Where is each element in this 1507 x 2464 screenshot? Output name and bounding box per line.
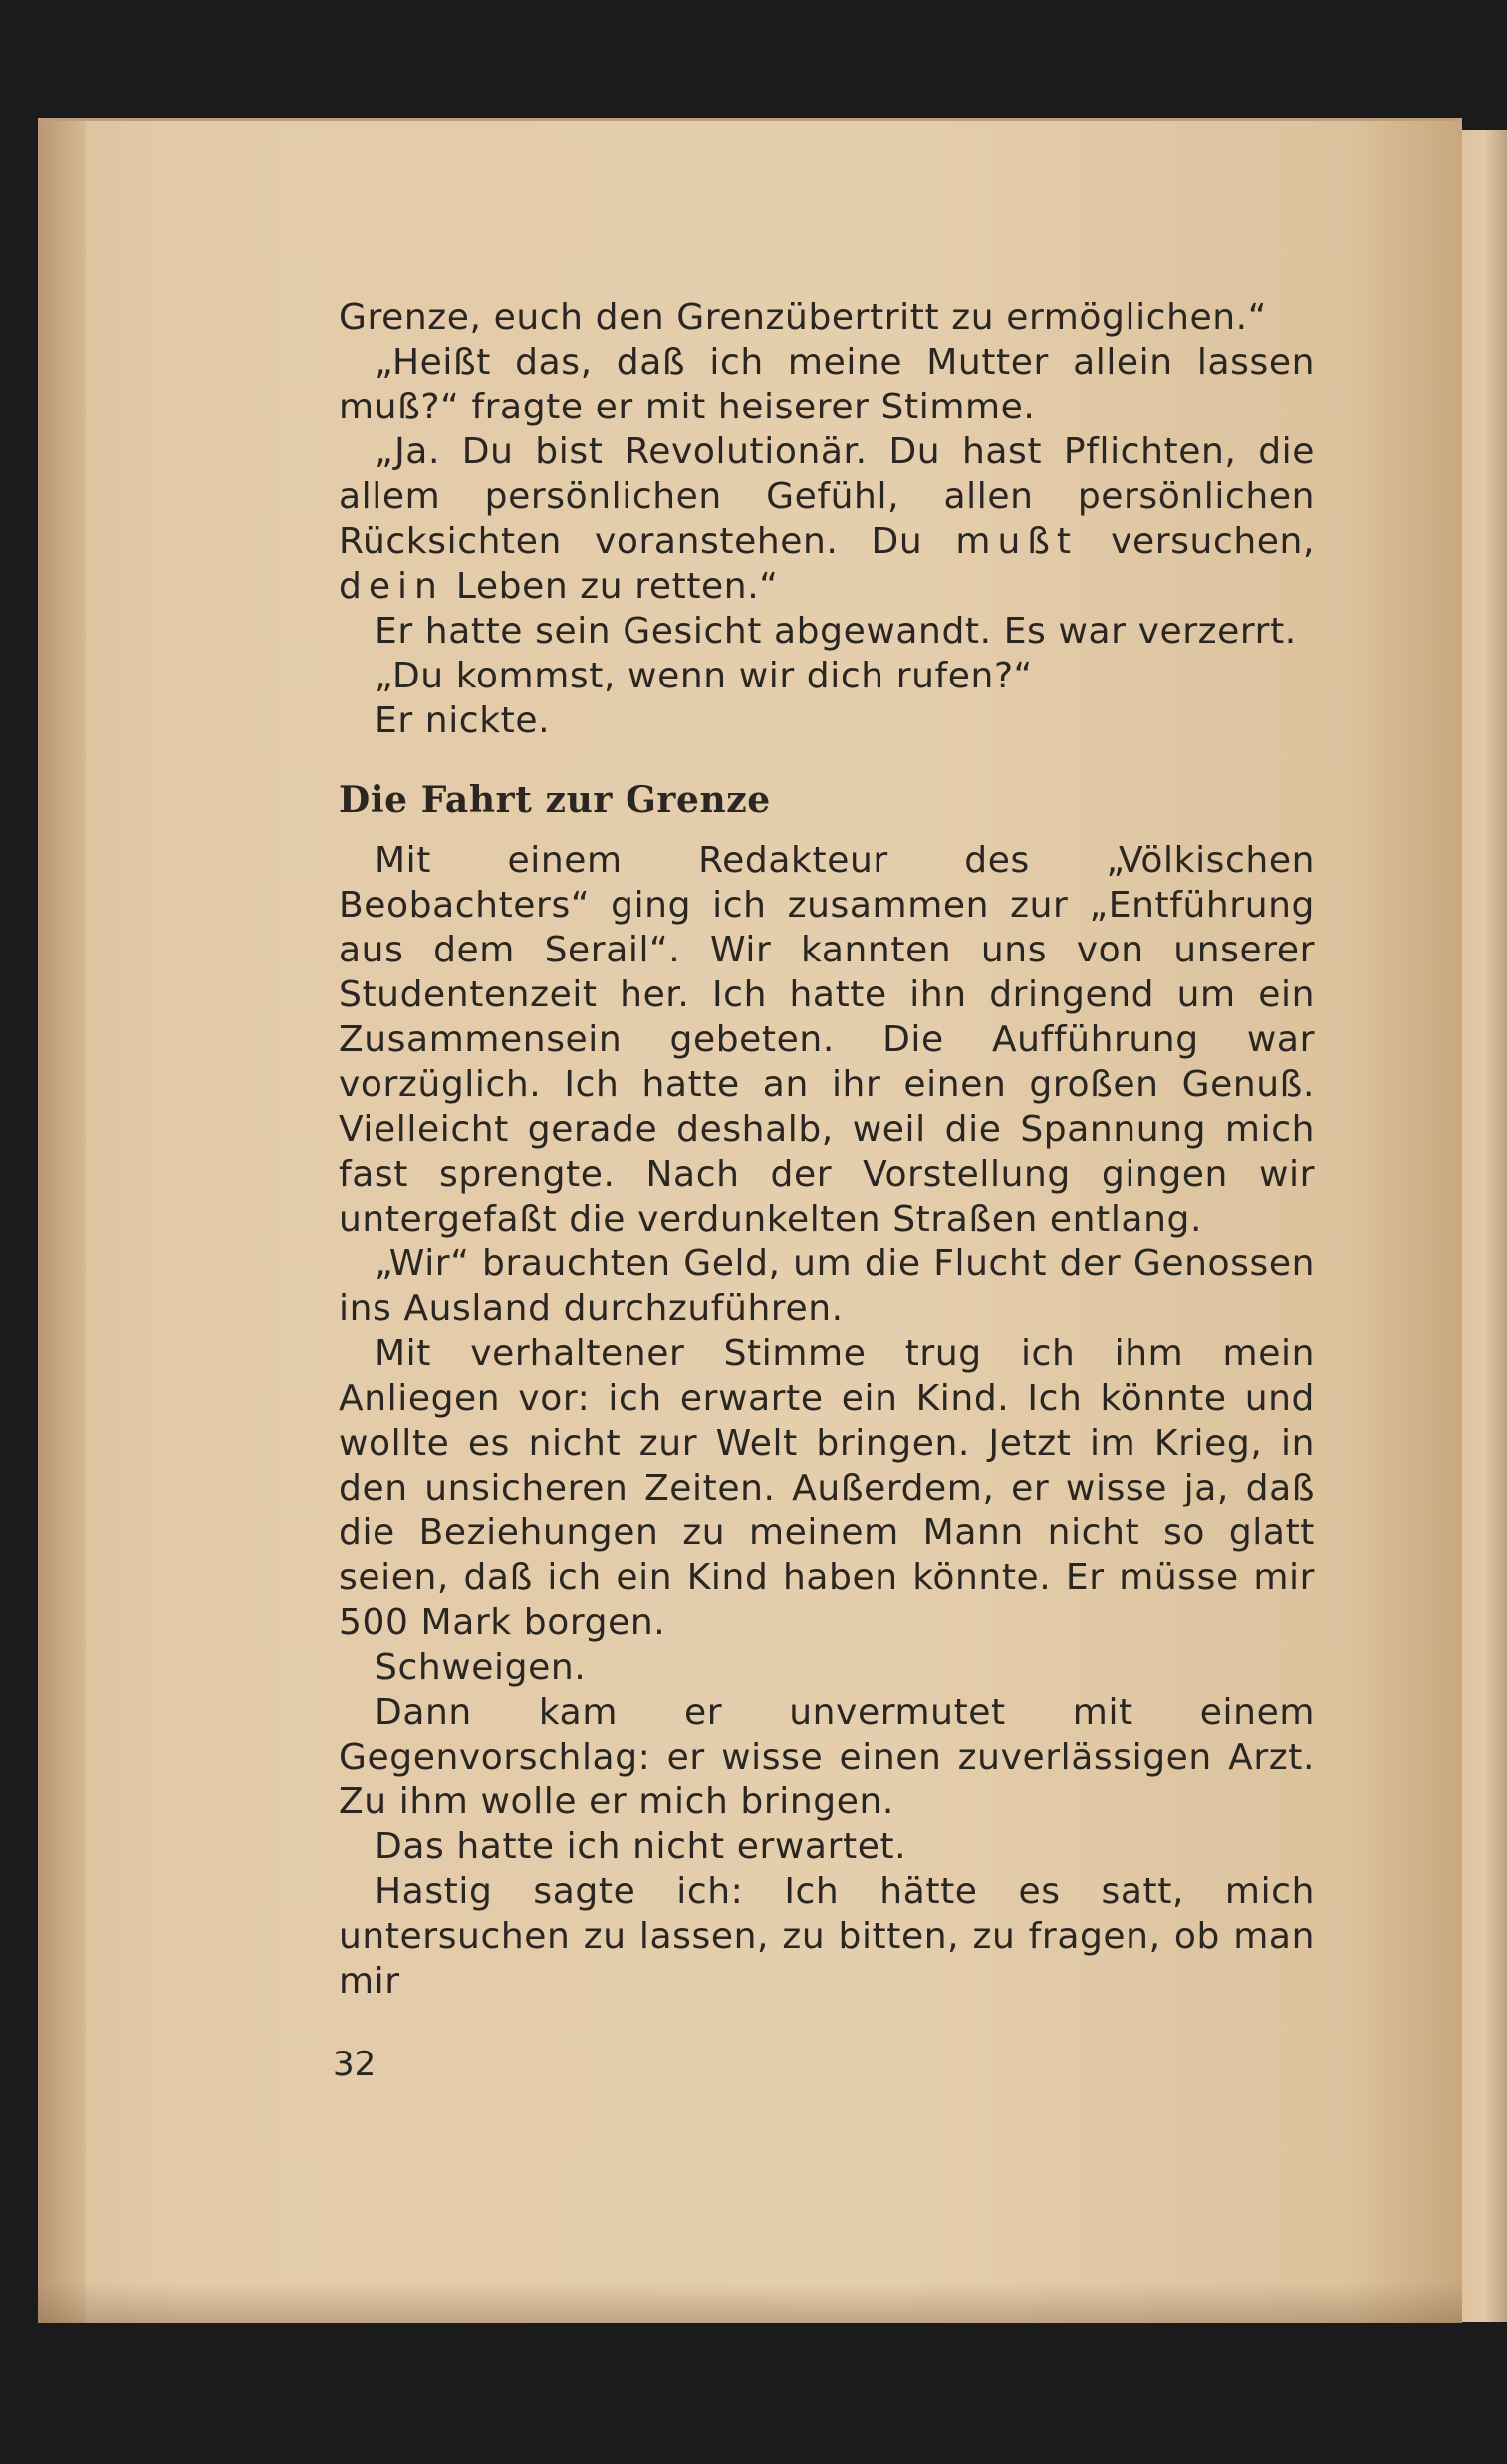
paragraph: Das hatte ich nicht erwartet. <box>375 1826 907 1867</box>
paragraph <box>339 429 1315 609</box>
paragraph: Grenze, euch den Grenzübertritt zu ermöglichen.“ <box>339 297 1267 338</box>
emphasized-word: mußt <box>955 521 1079 562</box>
paragraph-text: versuchen, <box>1078 521 1315 562</box>
paragraph: Er hatte sein Gesicht abgewandt. Es war verzerrt. <box>375 611 1297 652</box>
paragraph: „Heißt das, daß ich meine Mutter allein lassen muß?“ fragte er mit heiserer Stimme. <box>339 342 1315 427</box>
paragraph-text: „Ja. Du bist Revolutionär. Du hast Pflichten, die allem persönlichen Gefühl, allen persönlichen Rücksichten voranstehen. Du <box>339 431 1315 562</box>
paragraph: Mit verhaltener Stimme trug ich ihm mein Anliegen vor: ich erwarte ein Kind. Ich könnte und wollte es nicht zur Welt bringen. Jetzt im Krieg, in den unsicheren Zeiten. Außerdem, er wisse ja, daß die Beziehungen zu meinem Mann nicht so glatt seien, daß ich ein Kind haben könnte. Er müsse mir 500 Mark borgen. <box>339 1333 1315 1643</box>
paragraph: Er nickte. <box>375 700 551 741</box>
paragraph-text: Leben zu retten.“ <box>443 566 779 607</box>
emphasized-word: dein <box>339 566 444 607</box>
section-heading: Die Fahrt zur Grenze <box>339 779 771 821</box>
paragraph: Dann kam er unvermutet mit einem Gegenvorschlag: er wisse einen zuverlässigen Arzt. Zu ihm wolle er mich bringen. <box>339 1692 1315 1822</box>
paragraph: „Du kommst, wenn wir dich rufen?“ <box>375 656 1033 696</box>
page-number: 32 <box>333 2045 377 2084</box>
paragraph: Mit einem Redakteur des „Völkischen Beobachters“ ging ich zusammen zur „Entführung aus dem Serail“. Wir kannten uns von unserer Studentenzeit her. Ich hatte ihn dringend um ein Zusammensein gebeten. Die Aufführung war vorzüglich. Ich hatte an ihr einen großen Genuß. Vielleicht gerade deshalb, weil die Spannung mich fast sprengte. Nach der Vorstellung gingen wir untergefaßt die verdunkelten Straßen entlang. <box>339 840 1315 1239</box>
paragraph: „Wir“ brauchten Geld, um die Flucht der Genossen ins Ausland durchzuführen. <box>339 1243 1315 1329</box>
paragraph: Hastig sagte ich: Ich hätte es satt, mich untersuchen zu lassen, zu bitten, zu fragen, ob man mir <box>339 1871 1315 2002</box>
paragraph: Schweigen. <box>375 1647 587 1688</box>
page-text <box>339 295 1315 2004</box>
